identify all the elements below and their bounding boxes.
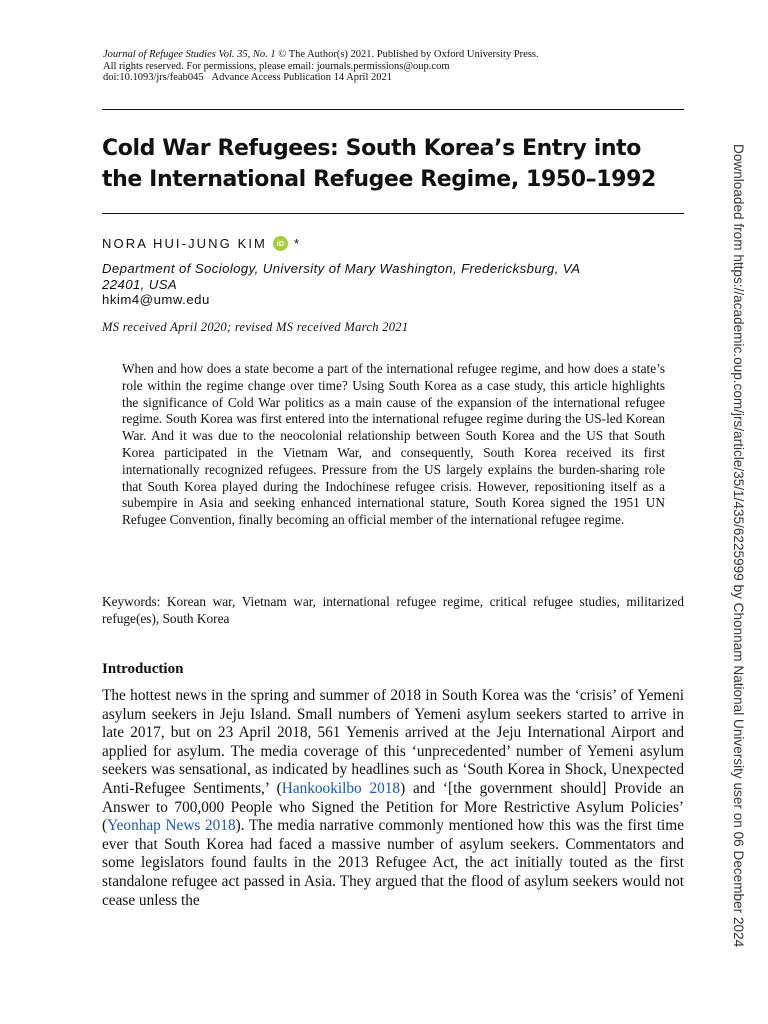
title-divider (102, 213, 684, 214)
abstract: When and how does a state become a part of the international refugee regime, and how does a state’s role within the regime change over time? Using South Korea as a case study, this article highlights the significance of Cold War politics as a main cause of the expansion of the international refugee regime. South Korea was first entered into the international refugee regime during the US-led Korean War. And it was due to the neocolonial relationship between South Korea and the US that South Korea participated in the Vietnam War, and consequently, South Korea received its first internationally recognized refugees. Pressure from the US largely explains the burden-sharing role that South Korea played during the Indochinese refugee crisis. However, repositioning itself as a subempire in Asia and seeking enhanced international stature, South Korea signed the 1951 UN Refugee Convention, finally becoming an official member of the international refugee regime. (122, 361, 665, 528)
affiliation-line-2: 22401, USA (102, 276, 178, 292)
article-title-line-2: the International Refugee Regime, 1950–1992 (102, 167, 656, 192)
author-line (102, 236, 299, 251)
copyright-text: © The Author(s) 2021. Published by Oxford University Press. (278, 49, 539, 60)
article-title (102, 133, 692, 195)
advance-access-text: Advance Access Publication 14 April 2021 (211, 72, 393, 84)
introduction-heading: Introduction (102, 661, 184, 677)
journal-name: Journal of Refugee Studies Vol. 35, No. 1 (103, 49, 276, 60)
affiliation-line-1: Department of Sociology, University of Mary Washington, Fredericksburg, VA (102, 261, 581, 276)
introduction-paragraph (102, 687, 684, 910)
author-affiliation (102, 261, 682, 292)
intro-text-part-3: ). The media narrative commonly mentioned how this was the first time ever that South Korea had faced a massive number of asylum seekers. Commentators and some legislators found faults in the 2013 Refugee Act, the act initially touted as the first standalone refugee act passed in Asia. They argued that the flood of asylum seekers would not cease unless the (102, 817, 684, 909)
citation-link-yeonhap-news[interactable]: Yeonhap News 2018 (107, 817, 236, 835)
author-footnote-mark[interactable]: * (293, 236, 300, 251)
orcid-icon[interactable]: iD (273, 236, 288, 251)
journal-citation-line (103, 49, 539, 61)
article-title-line-1: Cold War Refugees: South Korea’s Entry into (102, 136, 641, 161)
intro-text-part-1: The hottest news in the spring and summer of 2018 in South Korea was the ‘crisis’ of Yemeni asylum seekers in Jeju Island. Small numbers of Yemeni asylum seekers started to arrive in late 2017, but on 23 April 2018, 561 Yemenis arrived at the Jeju International Airport and applied for asylum. The media coverage of this ‘unprecedented’ number of Yemeni asylum seekers was sensational, as indicated by headlines such as ‘South Korea in Shock, Unexpected Anti-Refugee Sentiments,’ ( (102, 687, 684, 797)
author-email: hkim4@umw.edu (102, 292, 210, 307)
keywords: Keywords: Korean war, Vietnam war, international refugee regime, critical refugee studies, militarized refuge(es), South Korea (102, 594, 684, 626)
journal-header (103, 49, 539, 84)
author-name: NORA HUI-JUNG KIM (102, 236, 267, 251)
doi-text: doi:10.1093/jrs/feab045 (103, 72, 204, 84)
rights-text: All rights reserved. For permissions, please email: journals.permissions@oup.com (103, 60, 450, 72)
received-dates: MS received April 2020; revised MS received March 2021 (102, 320, 409, 334)
download-notice: Downloaded from https://academic.oup.com/jrs/article/35/1/435/6225999 by Chonnam National University user on 06 December 2024 (731, 144, 746, 948)
intro-text-part-2: ) and ‘[the government should] Provide an Answer to 700,000 People who Signed the Petition for More Restrictive Asylum Policies’ ( (102, 779, 685, 835)
header-divider (102, 109, 684, 110)
doi-line (103, 72, 539, 84)
citation-link-hankookilbo[interactable]: Hankookilbo 2018 (281, 779, 401, 797)
